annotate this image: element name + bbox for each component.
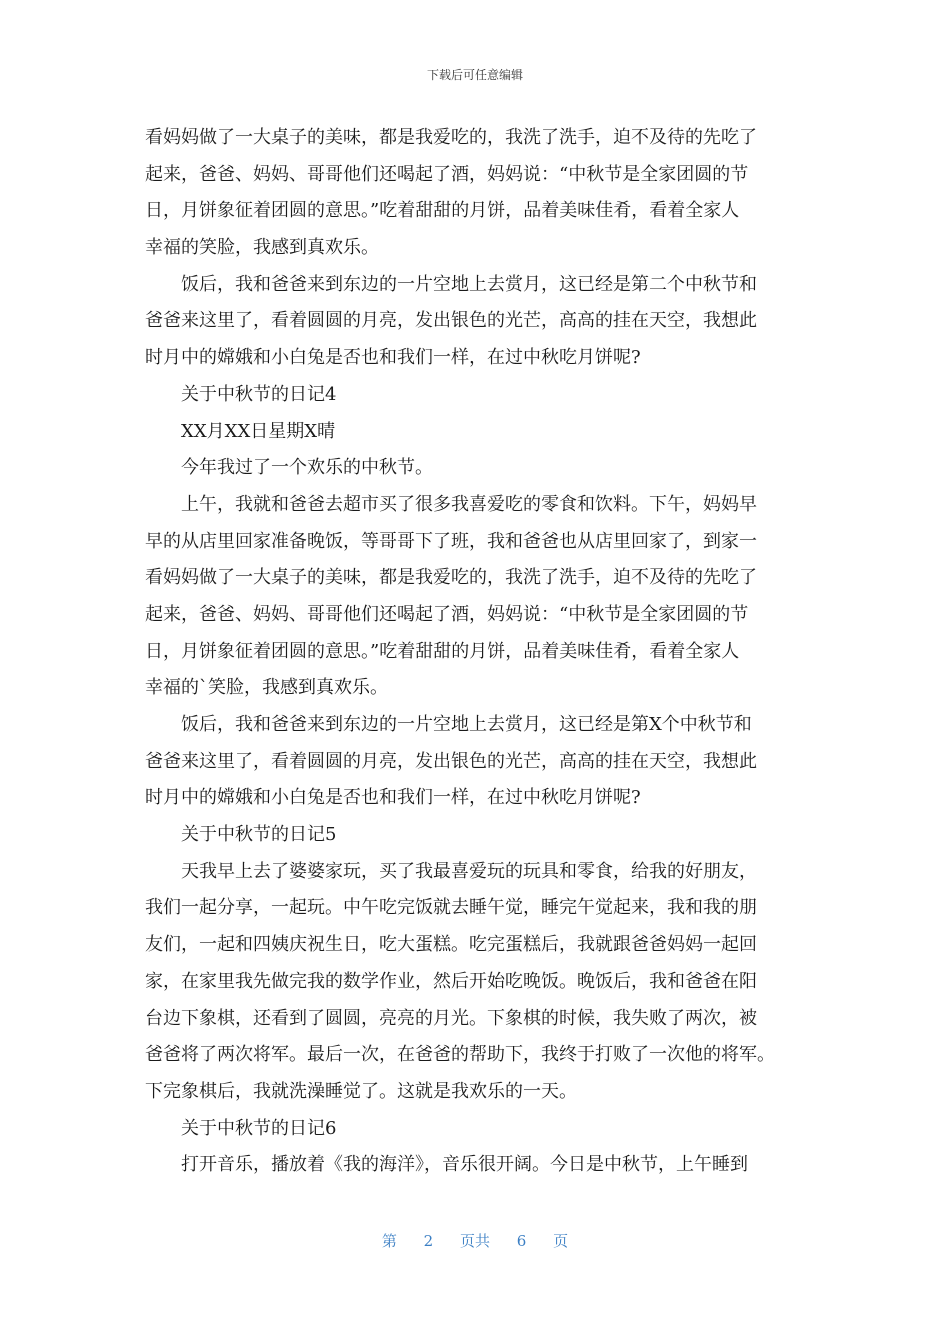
page-header	[0, 66, 950, 83]
section-heading: 关于中秋节的日记4	[181, 383, 337, 405]
text-line: 爸爸来这里了，看着圆圆的月亮，发出银色的光芒，高高的挂在天空，我想此	[145, 750, 757, 772]
text-line: 饭后，我和爸爸来到东边的一片空地上去赏月，这已经是第二个中秋节和	[181, 273, 757, 295]
text-line: 台边下象棋，还看到了圆圆，亮亮的月光。下象棋的时候，我失败了两次，被	[145, 1007, 757, 1029]
footer-suffix: 页	[553, 1232, 569, 1250]
document-body	[145, 120, 810, 1184]
text-line: 时月中的嫦娥和小白兔是否也和我们一样，在过中秋吃月饼呢?	[145, 347, 641, 369]
text-line: 友们，一起和四姨庆祝生日，吃大蛋糕。吃完蛋糕后，我就跟爸爸妈妈一起回	[145, 934, 757, 956]
text-line: 饭后，我和爸爸来到东边的一片空地上去赏月，这已经是第X个中秋节和	[181, 714, 752, 735]
text-line: 看妈妈做了一大桌子的美味，都是我爱吃的，我洗了洗手，迫不及待的先吃了	[145, 127, 757, 148]
text-line: 早的从店里回家准备晚饭，等哥哥下了班，我和爸爸也从店里回家了，到家一	[145, 530, 757, 552]
section-heading: 关于中秋节的日记5	[181, 824, 337, 846]
header-note: 下载后可任意编辑	[426, 68, 523, 82]
text-line: 打开音乐，播放着《我的海洋》，音乐很开阔。今日是中秋节，上午睡到	[181, 1154, 748, 1176]
text-line: 时月中的嫦娥和小白兔是否也和我们一样，在过中秋吃月饼呢?	[145, 787, 641, 809]
text-line: 爸爸来这里了，看着圆圆的月亮，发出银色的光芒，高高的挂在天空，我想此	[145, 310, 757, 332]
text-line: 下完象棋后，我就洗澡睡觉了。这就是我欢乐的一天。	[145, 1080, 577, 1102]
text-line: 上午，我就和爸爸去超市买了很多我喜爱吃的零食和饮料。下午，妈妈早	[181, 493, 757, 515]
text-line: 幸福的`笑脸，我感到真欢乐。	[145, 677, 388, 699]
text-line: 幸福的笑脸，我感到真欢乐。	[145, 237, 379, 259]
total-page-count: 6	[516, 1232, 527, 1250]
text-line: 天我早上去了婆婆家玩，买了我最喜爱玩的玩具和零食，给我的好朋友，	[181, 860, 757, 882]
diary-date-line: XX月XX日星期X晴	[181, 420, 336, 442]
text-line: 家，在家里我先做完我的数学作业，然后开始吃晚饭。晚饭后，我和爸爸在阳	[145, 970, 757, 992]
text-line: 我们一起分享，一起玩。中午吃完饭就去睡午觉，睡完午觉起来，我和我的朋	[145, 897, 757, 919]
footer-prefix: 第	[381, 1232, 397, 1250]
section-heading: 关于中秋节的日记6	[181, 1117, 337, 1139]
page-footer	[0, 1230, 950, 1251]
current-page-number: 2	[423, 1232, 434, 1250]
text-line: 起来，爸爸、妈妈、哥哥他们还喝起了酒，妈妈说：“中秋节是全家团圆的节	[145, 163, 749, 185]
text-line: 爸爸将了两次将军。最后一次，在爸爸的帮助下，我终于打败了一次他的将军。	[145, 1044, 775, 1066]
footer-middle: 页共	[459, 1232, 490, 1250]
text-line: 日，月饼象征着团圆的意思。”吃着甜甜的月饼，品着美味佳肴，看着全家人	[145, 640, 740, 662]
text-line: 日，月饼象征着团圆的意思。”吃着甜甜的月饼，品着美味佳肴，看着全家人	[145, 200, 740, 222]
text-line: 今年我过了一个欢乐的中秋节。	[181, 457, 433, 479]
text-line: 起来，爸爸、妈妈、哥哥他们还喝起了酒，妈妈说：“中秋节是全家团圆的节	[145, 603, 749, 625]
text-line: 看妈妈做了一大桌子的美味，都是我爱吃的，我洗了洗手，迫不及待的先吃了	[145, 567, 757, 589]
